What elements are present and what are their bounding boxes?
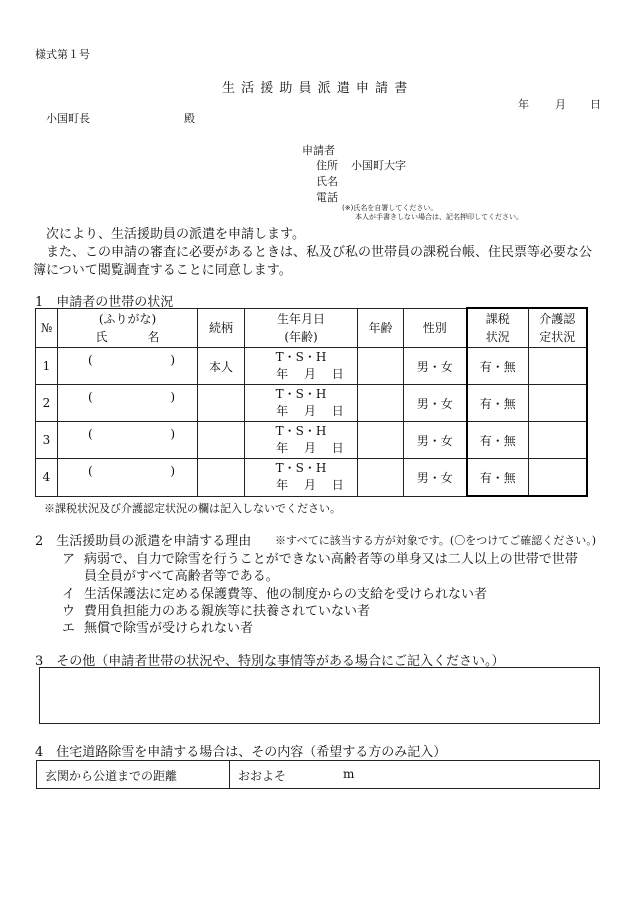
row-no: 4 — [36, 459, 58, 497]
reason-text-a-cont: 員全員がすべて高齢者等である。 — [84, 569, 279, 584]
other-notes-box[interactable] — [39, 667, 600, 724]
intro-line-1: 次により、生活援助員の派遣を申請します。 — [46, 227, 305, 242]
form-number: 様式第１号 — [35, 48, 90, 61]
table-header-row — [36, 308, 587, 348]
row-dob[interactable]: T・S・H 年 月 日 — [245, 459, 358, 497]
row-name-cell[interactable]: ( ) — [58, 348, 198, 385]
section-4-heading: 4 住宅道路除雪を申請する場合は、その内容（希望する方のみ記入） — [35, 745, 447, 760]
row-sex[interactable]: 男・女 — [404, 385, 467, 422]
row-tax: 有・無 — [467, 385, 529, 422]
row-name-cell[interactable]: ( ) — [58, 385, 198, 422]
reason-mark-a: ア — [62, 552, 76, 567]
header-no: № — [36, 308, 58, 348]
header-dob — [245, 308, 358, 348]
section-1-heading: 1 申請者の世帯の状況 — [35, 295, 174, 310]
section-2-note: ※すべてに該当する方が対象です。(〇をつけてご確認ください。) — [275, 534, 596, 547]
row-care — [529, 348, 587, 385]
header-age-paren: (年齢) — [284, 329, 318, 344]
header-name — [58, 308, 198, 348]
reason-mark-e: エ — [62, 621, 76, 636]
table-row — [36, 422, 587, 459]
row-relation[interactable] — [198, 385, 245, 422]
reason-text-i: 生活保護法に定める保護費等、他の制度からの支給を受けられない者 — [84, 587, 488, 602]
header-tax: 課税 状況 — [467, 308, 529, 348]
distance-unit: m — [343, 767, 355, 781]
row-age[interactable] — [358, 348, 404, 385]
header-relation: 続柄 — [198, 308, 245, 348]
reason-text-u: 費用負担能力のある親族等に扶養されていない者 — [84, 604, 371, 619]
date-year: 年 — [518, 98, 529, 111]
reason-text-a: 病弱で、自力で除雪を行うことができない高齢者等の単身又は二人以上の世帯で世帯 — [84, 552, 578, 567]
row-no: 1 — [36, 348, 58, 385]
addressee-honorific: 殿 — [184, 112, 195, 125]
row-no: 3 — [36, 422, 58, 459]
address-value[interactable]: 小国町大字 — [351, 159, 406, 172]
row-age[interactable] — [358, 385, 404, 422]
row-dob[interactable]: T・S・H 年 月 日 — [245, 348, 358, 385]
row-tax: 有・無 — [467, 348, 529, 385]
row-relation[interactable]: 本人 — [198, 348, 245, 385]
signature-note-1: (※)氏名を自署してください。 — [342, 204, 438, 212]
intro-line-3: 簿について閲覧調査することに同意します。 — [33, 263, 292, 278]
header-dob-label: 生年月日 — [276, 311, 325, 326]
intro-line-2: また、この申請の審査に必要があるときは、私及び私の世帯員の課税台帳、住民票等必要な公 — [46, 245, 593, 260]
reason-text-e: 無償で除雪が受けられない者 — [84, 621, 254, 636]
address-label: 住所 — [316, 159, 338, 172]
row-dob[interactable]: T・S・H 年 月 日 — [245, 385, 358, 422]
name-label: 氏名 — [316, 175, 338, 188]
row-sex[interactable]: 男・女 — [404, 459, 467, 497]
date-month: 月 — [555, 98, 566, 111]
row-care — [529, 459, 587, 497]
row-dob[interactable]: T・S・H 年 月 日 — [245, 422, 358, 459]
row-care — [529, 422, 587, 459]
table-row — [36, 385, 587, 422]
section-1-note: ※課税状況及び介護認定状況の欄は記入しないでください。 — [44, 502, 341, 515]
header-furigana: (ふりがな) — [98, 311, 157, 326]
date-day: 日 — [590, 98, 601, 111]
signature-note-2: 本人が手書きしない場合は、記名押印してください。 — [355, 213, 523, 221]
row-age[interactable] — [358, 422, 404, 459]
row-name-cell[interactable]: ( ) — [58, 422, 198, 459]
distance-box — [36, 760, 600, 789]
table-row — [36, 348, 587, 385]
reason-mark-i: イ — [62, 587, 76, 602]
row-tax: 有・無 — [467, 459, 529, 497]
row-sex[interactable]: 男・女 — [404, 422, 467, 459]
row-tax: 有・無 — [467, 422, 529, 459]
header-age: 年齢 — [358, 308, 404, 348]
row-relation[interactable] — [198, 459, 245, 497]
household-table — [35, 307, 588, 497]
header-sex: 性別 — [404, 308, 467, 348]
distance-label: 玄関から公道までの距離 — [45, 769, 178, 783]
applicant-label: 申請者 — [302, 144, 335, 157]
distance-divider — [229, 761, 230, 788]
section-3-heading: 3 その他（申請者世帯の状況や、特別な事情等がある場合にご記入ください。） — [35, 654, 505, 669]
row-age[interactable] — [358, 459, 404, 497]
section-2-heading: 2 生活援助員の派遣を申請する理由 — [35, 534, 252, 549]
header-name-a: 氏 — [95, 329, 108, 344]
page-title: 生 活 援 助 員 派 遣 申 請 書 — [222, 81, 409, 96]
row-no: 2 — [36, 385, 58, 422]
table-row — [36, 459, 587, 497]
reason-mark-u: ウ — [62, 604, 76, 619]
row-name-cell[interactable]: ( ) — [58, 459, 198, 497]
row-sex[interactable]: 男・女 — [404, 348, 467, 385]
header-care: 介護認 定状況 — [529, 308, 587, 348]
distance-approx: おおよそ — [238, 769, 287, 783]
phone-label: 電話 — [316, 191, 338, 204]
addressee-town: 小国町長 — [46, 112, 90, 125]
row-relation[interactable] — [198, 422, 245, 459]
header-name-b: 名 — [147, 329, 160, 344]
row-care — [529, 385, 587, 422]
